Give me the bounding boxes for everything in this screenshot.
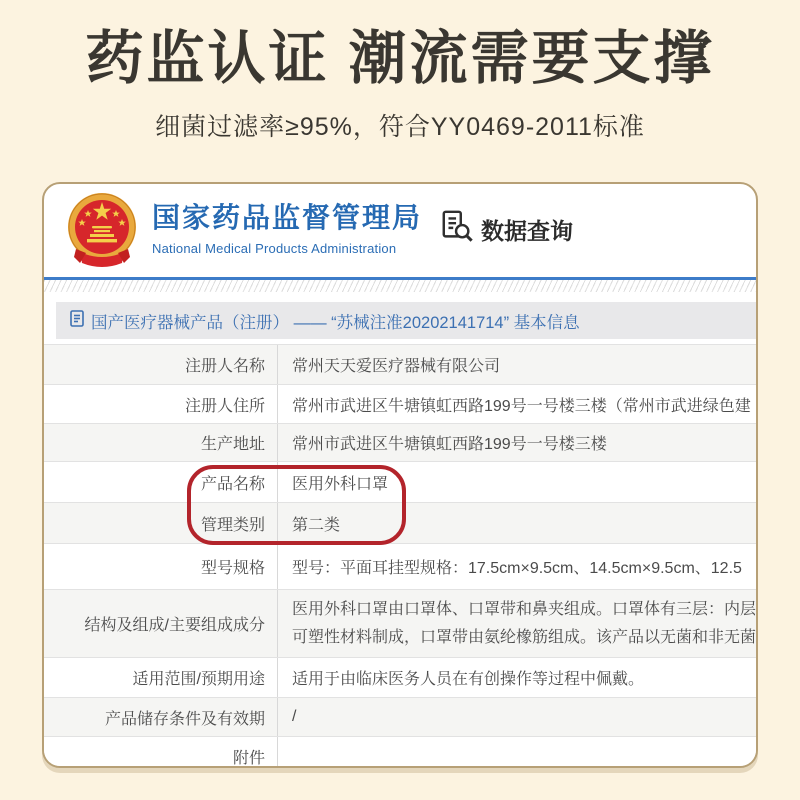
row-label: 产品储存条件及有效期 — [44, 698, 278, 736]
row-value-line: 可塑性材料制成，口罩带由氨纶橡筋组成。该产品以无菌和非无菌 — [292, 628, 756, 646]
row-value: 型号：平面耳挂型规格：17.5cm×9.5cm、14.5cm×9.5cm、12.5 — [292, 560, 742, 577]
page-subtitle: 细菌过滤率≥95%，符合YY0469-2011标准 — [155, 112, 645, 141]
table-row — [44, 423, 756, 461]
data-query-button[interactable] — [440, 208, 573, 250]
row-label: 注册人住所 — [44, 385, 278, 423]
agency-name-en: National Medical Products Administration — [152, 241, 397, 256]
row-value: 第二类 — [292, 516, 341, 534]
hero-section — [0, 0, 800, 143]
page-title: 药监认证 潮流需要支撑 — [85, 26, 715, 91]
registration-banner-text: 国产医疗器械产品（注册） —— “苏械注准20202141714” 基本信息 — [91, 313, 580, 332]
china-national-emblem-icon — [66, 189, 138, 275]
nmpa-screenshot-card — [42, 182, 758, 768]
row-label: 管理类别 — [44, 503, 278, 543]
agency-name-cn: 国家药品监督管理局 — [152, 202, 423, 233]
row-label: 适用范围/预期用途 — [44, 658, 278, 697]
row-value — [278, 590, 756, 657]
row-value: 常州天天爱医疗器械有限公司 — [292, 358, 501, 375]
table-row — [44, 543, 756, 589]
table-row — [44, 344, 756, 384]
agency-title-block — [152, 196, 422, 256]
row-label: 型号规格 — [44, 544, 278, 589]
row-label: 生产地址 — [44, 424, 278, 461]
table-row — [44, 384, 756, 423]
table-row-product-name — [44, 461, 756, 502]
table-row — [44, 697, 756, 736]
data-query-label: 数据查询 — [481, 217, 573, 244]
registration-banner — [56, 302, 756, 339]
row-label: 产品名称 — [44, 462, 278, 502]
table-row — [44, 657, 756, 697]
row-value: 适用于由临床医务人员在有创操作等过程中佩戴。 — [292, 671, 645, 688]
table-row — [44, 589, 756, 657]
row-value: 医用外科口罩 — [292, 475, 389, 493]
document-icon — [70, 310, 84, 332]
row-label: 结构及组成/主要组成成分 — [44, 590, 278, 657]
row-value-line: 医用外科口罩由口罩体、口罩带和鼻夹组成。口罩体有三层：内层 — [292, 601, 756, 619]
table-row — [44, 736, 756, 768]
row-value: / — [292, 708, 297, 725]
row-value — [278, 737, 756, 768]
row-label: 附件 — [44, 737, 278, 768]
hatch-strip — [44, 280, 756, 292]
table-row-management-class — [44, 502, 756, 543]
row-label: 注册人名称 — [44, 345, 278, 384]
registration-table — [44, 344, 756, 768]
nmpa-header — [44, 184, 756, 277]
document-magnifier-icon — [440, 209, 474, 249]
row-value: 常州市武进区牛塘镇虹西路199号一号楼三楼（常州市武进绿色建 — [292, 397, 751, 415]
row-value: 常州市武进区牛塘镇虹西路199号一号楼三楼 — [292, 436, 607, 453]
